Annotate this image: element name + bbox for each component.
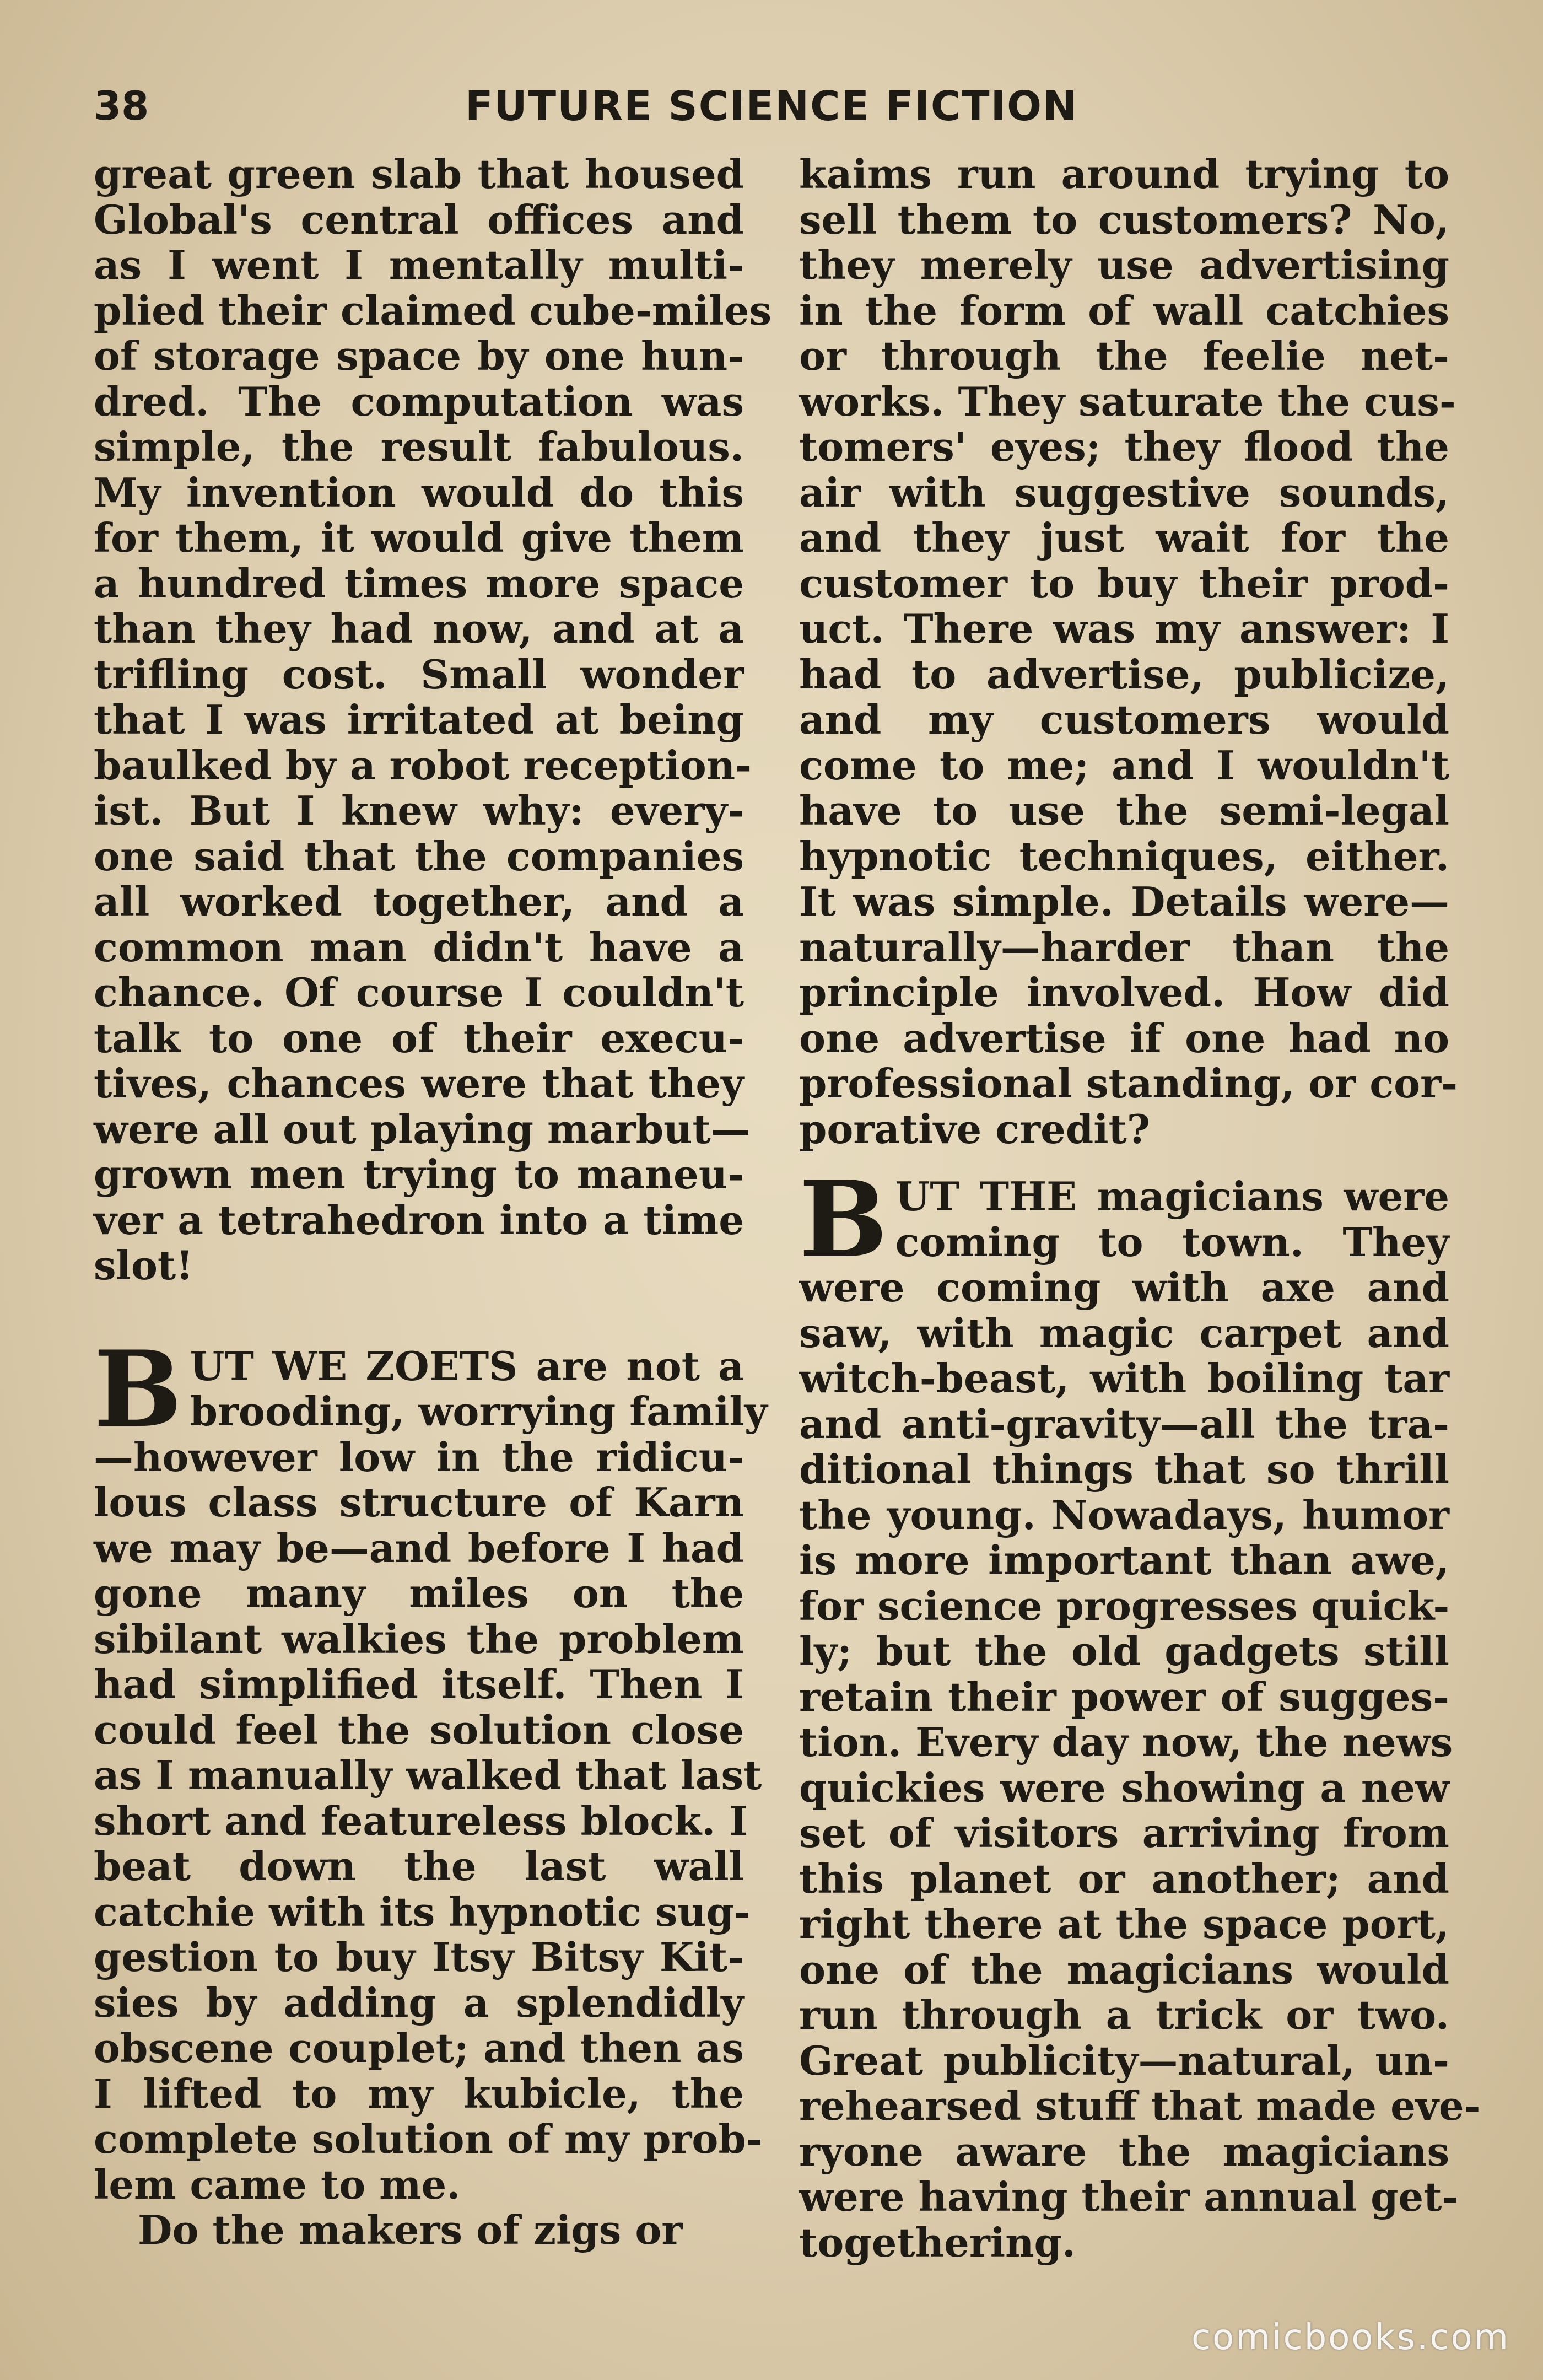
text-line: of storage space by one hun- (94, 332, 744, 379)
text-line: run through a trick or two. (799, 1991, 1449, 2038)
text-line: all worked together, and a (94, 878, 744, 925)
text-line: ly; but the old gadgets still (799, 1628, 1449, 1674)
text-line: quickies were showing a new (799, 1764, 1449, 1811)
text-line: coming to town. They (895, 1218, 1449, 1266)
text-line: witch-beast, with boiling tar (799, 1355, 1449, 1402)
text-line: the young. Nowadays, humor (799, 1491, 1449, 1538)
text-line: beat down the last wall (94, 1843, 744, 1889)
text-line: Great publicity—natural, un- (799, 2037, 1449, 2084)
text-line: is more important than awe, (799, 1537, 1449, 1584)
text-line: a hundred times more space (94, 559, 744, 607)
text-line: ver a tetrahedron into a time (94, 1196, 744, 1243)
text-line: come to me; and I wouldn't (799, 741, 1449, 789)
text-line: right there at the space port, (799, 1900, 1449, 1947)
text-line: this planet or another; and (799, 1855, 1449, 1902)
text-line: and my customers would (799, 696, 1449, 743)
left-column (94, 150, 772, 2253)
text-line: hypnotic techniques, either. (799, 832, 1449, 880)
text-line: tomers' eyes; they flood the (799, 423, 1449, 470)
text-line: —however low in the ridicu- (94, 1433, 744, 1480)
text-line: or through the feelie net- (799, 332, 1449, 379)
text-line: UT THE magicians were (895, 1173, 1449, 1220)
left-paragraph-1 (94, 150, 772, 1289)
watermark: comicbooks.com (1191, 2317, 1510, 2358)
text-line: great green slab that housed (94, 150, 744, 197)
text-line: UT WE ZOETS are not a (190, 1342, 744, 1390)
right-paragraph-1 (799, 150, 1458, 1153)
text-line: ryone aware the magicians (799, 2128, 1449, 2175)
text-line: lem came to me. (94, 2161, 461, 2208)
left-paragraph-2 (94, 1327, 768, 2208)
text-line: baulked by a robot reception- (94, 741, 752, 789)
text-line: It was simple. Details were— (799, 878, 1449, 925)
text-line: gone many miles on the (94, 1570, 744, 1617)
text-line: as I manually walked that last (94, 1752, 762, 1799)
right-paragraph-2 (799, 1158, 1481, 2266)
text-line: ditional things that so thrill (799, 1446, 1449, 1493)
text-line: kaims run around trying to (799, 150, 1449, 197)
text-line: were having their annual get- (799, 2173, 1459, 2220)
text-line: simple, the result fabulous. (94, 423, 744, 470)
drop-cap: B (94, 1327, 182, 1451)
text-line: naturally—harder than the (799, 923, 1449, 971)
text-line: than they had now, and at a (94, 605, 744, 652)
text-line: for science progresses quick- (799, 1582, 1450, 1629)
text-line: sibilant walkies the problem (94, 1615, 744, 1662)
text-line: complete solution of my prob- (94, 2115, 763, 2162)
text-line: catchie with its hypnotic sug- (94, 1888, 751, 1935)
text-line: common man didn't have a (94, 923, 744, 971)
text-line: we may be—and before I had (94, 1524, 744, 1571)
text-line: and they just wait for the (799, 514, 1449, 561)
text-line: brooding, worrying family (190, 1388, 768, 1435)
text-line: principle involved. How did (799, 969, 1449, 1016)
text-line: professional standing, or cor- (799, 1060, 1458, 1107)
text-line: tion. Every day now, the news (799, 1719, 1453, 1765)
text-line: customer to buy their prod- (799, 559, 1449, 607)
text-line: slot! (94, 1242, 193, 1289)
text-line: air with suggestive sounds, (799, 469, 1449, 516)
text-line: were all out playing marbut— (94, 1105, 751, 1153)
text-line: rehearsed stuff that made eve- (799, 2082, 1481, 2129)
right-column (799, 150, 1481, 2266)
drop-cap: B (799, 1158, 888, 1281)
text-line: they merely use advertising (799, 241, 1449, 288)
text-line: sies by adding a splendidly (94, 1979, 744, 2026)
text-line: gestion to buy Itsy Bitsy Kit- (94, 1934, 744, 1980)
text-line: trifling cost. Small wonder (94, 650, 744, 698)
page-number: 38 (94, 83, 149, 129)
text-line: uct. There was my answer: I (799, 605, 1449, 652)
text-line: in the form of wall catchies (799, 287, 1449, 334)
text-line: chance. Of course I couldn't (94, 969, 744, 1016)
text-line: dred. The computation was (94, 378, 744, 425)
page-header (94, 83, 1449, 132)
text-line: set of visitors arriving from (799, 1810, 1449, 1856)
text-line: My invention would do this (94, 469, 744, 516)
text-line: that I was irritated at being (94, 696, 744, 743)
text-line: were coming with axe and (799, 1264, 1449, 1311)
text-line: for them, it would give them (94, 514, 744, 561)
text-line: have to use the semi-legal (799, 787, 1449, 834)
text-line: saw, with magic carpet and (799, 1309, 1449, 1356)
text-line: sell them to customers? No, (799, 196, 1449, 243)
text-line: one said that the companies (94, 832, 744, 880)
text-line: tives, chances were that they (94, 1060, 744, 1107)
text-line: short and featureless block. I (94, 1797, 748, 1844)
text-line: had simplified itself. Then I (94, 1661, 744, 1708)
text-line: had to advertise, publicize, (799, 650, 1449, 698)
text-line: could feel the solution close (94, 1706, 744, 1753)
text-line: one of the magicians would (799, 1946, 1449, 1993)
text-line: I lifted to my kubicle, the (94, 2070, 744, 2117)
text-line: works. They saturate the cus- (799, 378, 1456, 425)
text-line: ist. But I knew why: every- (94, 787, 744, 834)
left-paragraph-3: Do the makers of zigs or (138, 2206, 683, 2253)
text-line: talk to one of their execu- (94, 1014, 744, 1062)
text-line: retain their power of sugges- (799, 1673, 1449, 1720)
text-line: as I went I mentally multi- (94, 241, 744, 288)
running-title: FUTURE SCIENCE FICTION (465, 83, 1078, 130)
text-line: plied their claimed cube-miles (94, 287, 772, 334)
text-line: and anti-gravity—all the tra- (799, 1400, 1449, 1447)
text-line: grown men trying to maneu- (94, 1151, 744, 1198)
text-line: porative credit? (799, 1105, 1150, 1153)
text-line: lous class structure of Karn (94, 1479, 744, 1526)
text-line: Global's central offices and (94, 196, 744, 243)
text-line: obscene couplet; and then as (94, 2024, 744, 2071)
text-line: one advertise if one had no (799, 1014, 1449, 1062)
text-line: togethering. (799, 2219, 1076, 2266)
